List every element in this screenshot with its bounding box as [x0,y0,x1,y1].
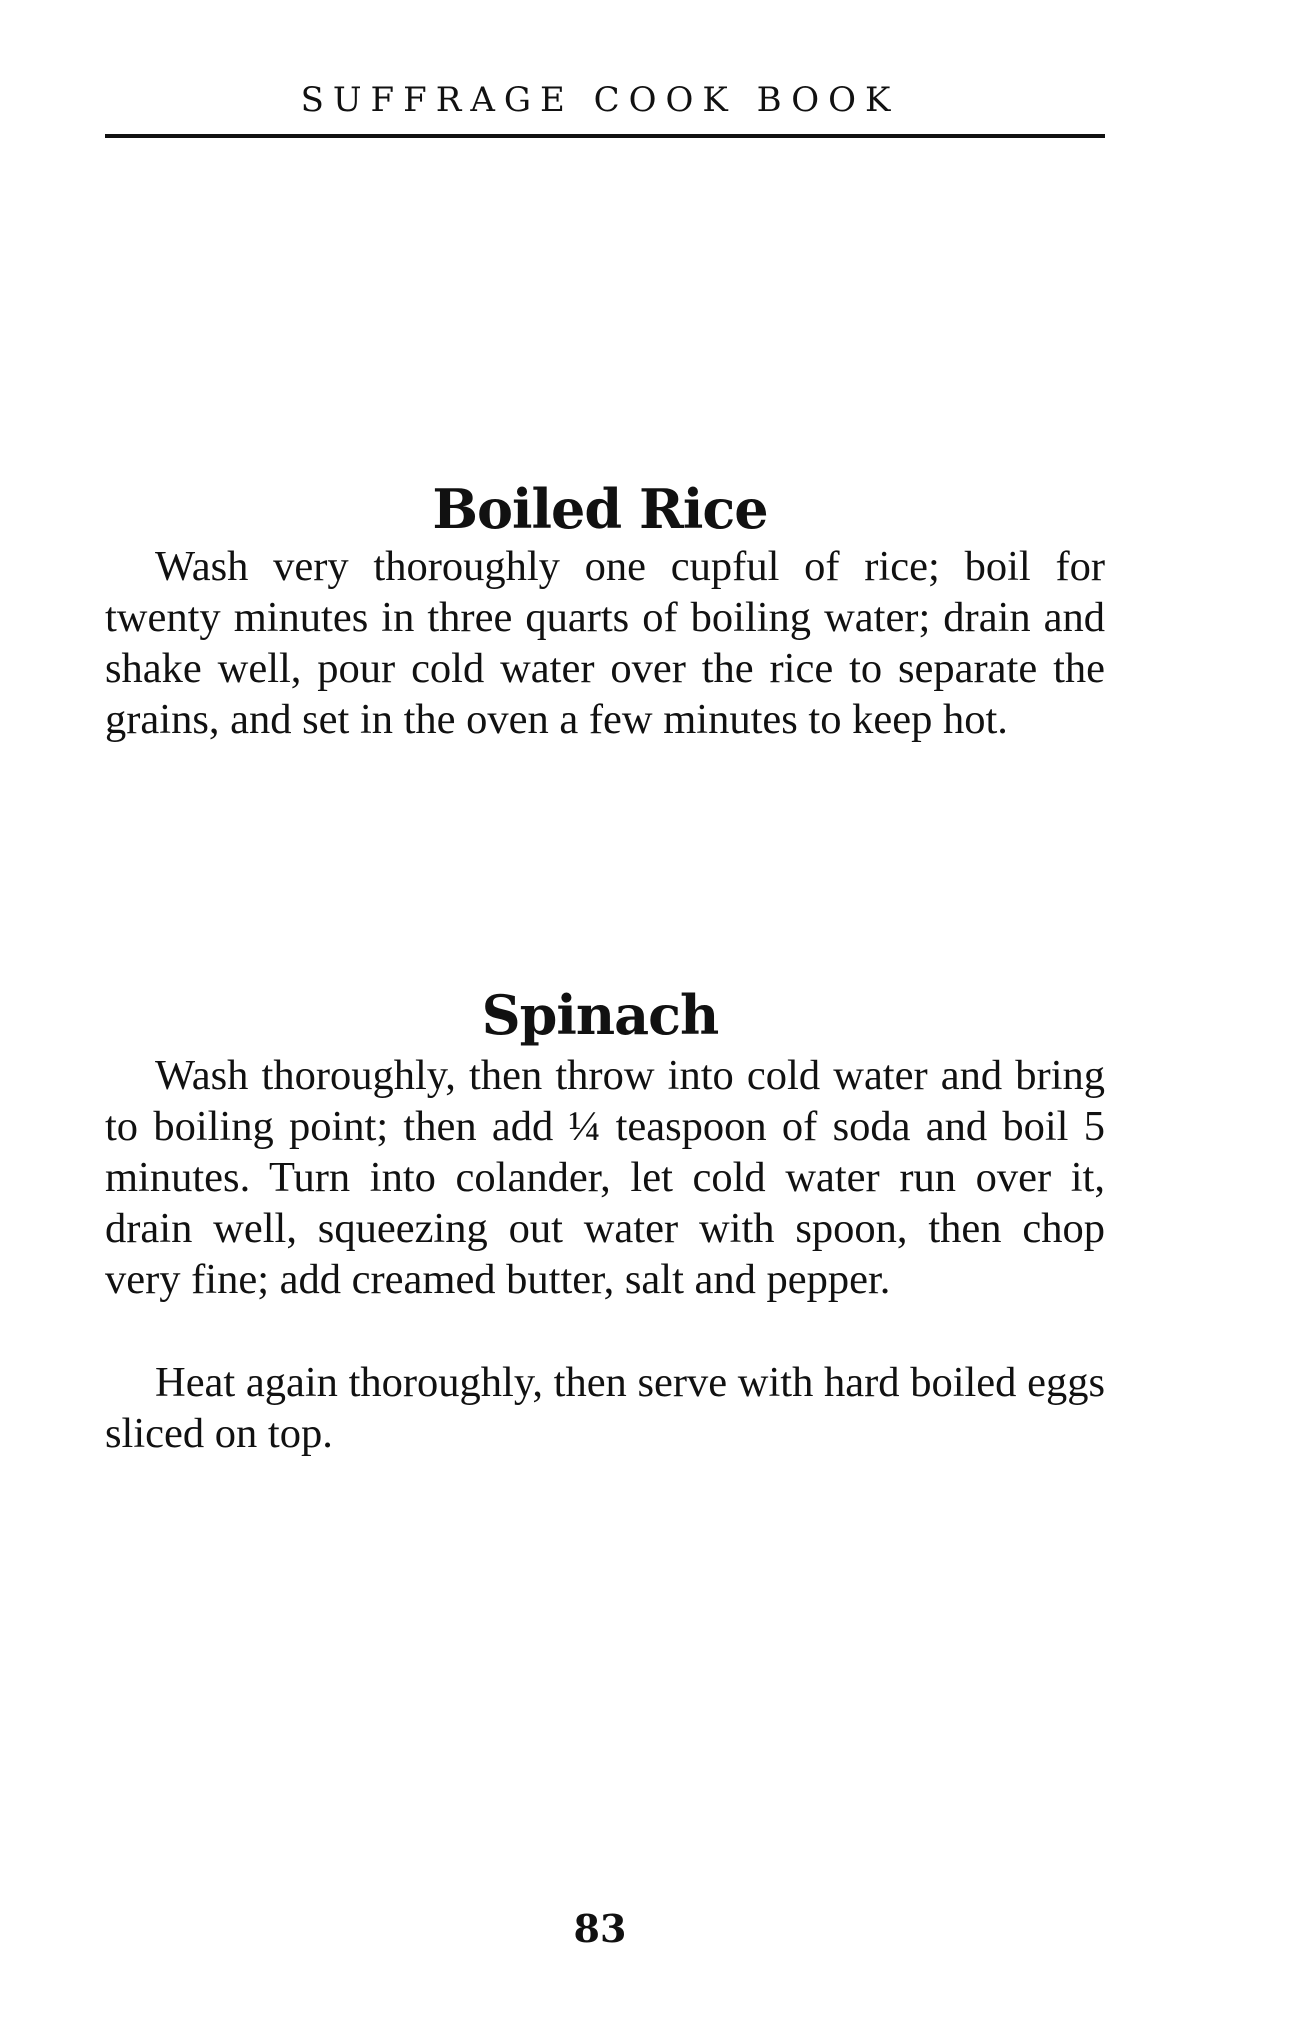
recipe-body-boiled-rice: Wash very thoroughly one cupful of rice; boil for twenty minutes in three quarts of boiling water; drain and shake well, pour cold water over the rice to separate the grains, and set in the oven a few minutes to keep hot. [105,543,1105,743]
running-header: SUFFRAGE COOK BOOK [300,80,900,120]
header-rule [105,134,1105,138]
recipe-body-spinach-paragraph-1: Wash thoroughly, then throw into cold water and bring to boiling point; then add ¼ teaspoon of soda and boil 5 minutes. Turn into colander, let cold water run over it, drain well, squeezing out water with spoon, then chop very fine; add creamed butter, salt and pepper. [105,1052,1105,1303]
recipe-body-spinach-paragraph-2: Heat again thoroughly, then serve with hard boiled eggs sliced on top. [105,1359,1105,1457]
recipe-title-boiled-rice: Boiled Rice [432,476,768,541]
recipe-title-spinach: Spinach [481,982,719,1047]
page-number: 83 [573,1906,627,1951]
